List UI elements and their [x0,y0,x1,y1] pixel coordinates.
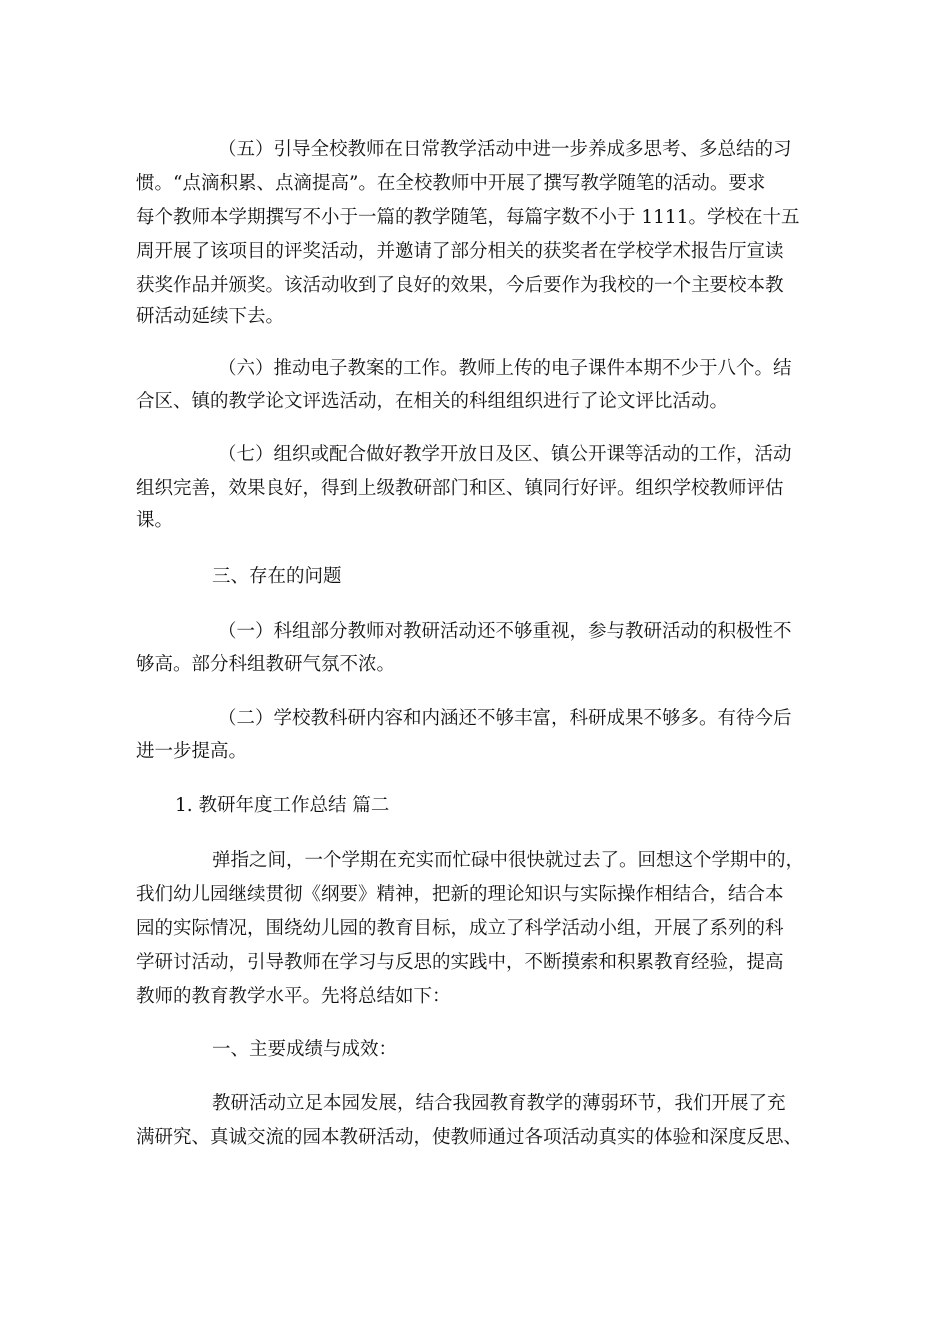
text-line: 教师的教育教学水平。先将总结如下： [136,986,451,1007]
text-line: 够高。部分科组教研气氛不浓。 [136,654,396,675]
text-line: 组织完善，效果良好，得到上级教研部门和区、镇同行好评。组织学校教师评估 [136,478,784,499]
text-line: 每个教师本学期撰写不小于一篇的教学随笔，每篇字数不小于 1111。学校在十五 [136,207,800,228]
text-line: 教研活动立足本园发展，结合我园教育教学的薄弱环节，我们开展了充 [212,1093,786,1114]
section-heading: 三、存在的问题 [212,566,342,587]
text-line: 课。 [136,510,174,531]
text-line: （七）组织或配合做好教学开放日及区、镇公开课等活动的工作，活动 [218,444,792,465]
text-line: 弹指之间，一个学期在充实而忙碌中很快就过去了。回想这个学期中的， [212,850,805,871]
section-heading: 一、主要成绩与成效： [212,1039,398,1060]
text-line: 周开展了该项目的评奖活动，并邀请了部分相关的获奖者在学校学术报告厅宣读 [136,241,784,262]
text-line: （六）推动电子教案的工作。教师上传的电子课件本期不少于八个。结 [218,358,792,379]
text-line: 惯。“点滴积累、点滴提高”。在全校教师中开展了撰写教学随笔的活动。要求 [136,173,766,194]
text-line: 园的实际情况，围绕幼儿园的教育目标，成立了科学活动小组，开展了系列的科 [136,918,784,939]
text-line: 获奖作品并颁奖。该活动收到了良好的效果，今后要作为我校的一个主要校本教 [136,275,784,296]
text-line: 进一步提高。 [136,741,248,762]
text-line: 满研究、真诚交流的园本教研活动，使教师通过各项活动真实的体验和深度反思、 [136,1127,803,1148]
text-line: 学研讨活动，引导教师在学习与反思的实践中，不断摸索和积累教育经验，提高 [136,952,784,973]
text-line: 我们幼儿园继续贯彻《纲要》精神，把新的理论知识与实际操作相结合，结合本 [136,884,784,905]
text-line: （五）引导全校教师在日常教学活动中进一步养成多思考、多总结的习 [218,139,792,160]
text-line: （一）科组部分教师对教研活动还不够重视，参与教研活动的积极性不 [218,621,792,642]
text-line: 研活动延续下去。 [136,306,285,327]
text-line: （二）学校教科研内容和内涵还不够丰富，科研成果不够多。有待今后 [218,708,792,729]
section-heading: 1. 教研年度工作总结 篇二 [175,795,390,816]
text-line: 合区、镇的教学论文评选活动，在相关的科组组织进行了论文评比活动。 [136,391,729,412]
